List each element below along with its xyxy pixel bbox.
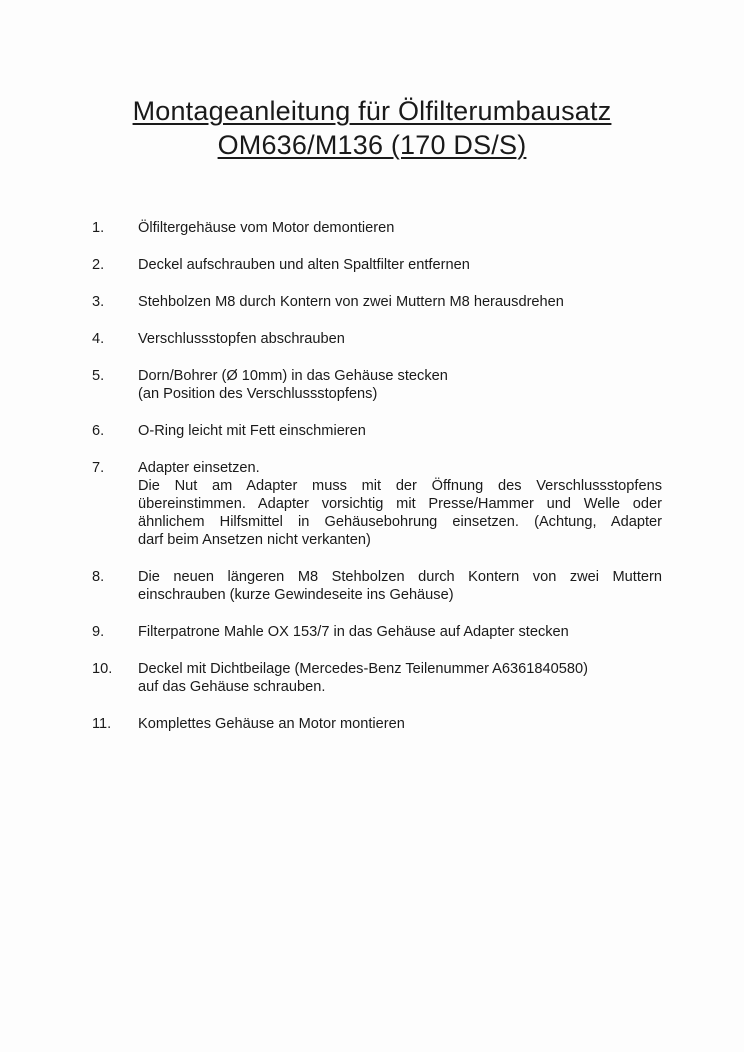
title-line-2: OM636/M136 (170 DS/S) bbox=[217, 130, 527, 160]
step-text bbox=[138, 715, 662, 733]
step-text-line: Die Nut am Adapter muss mit der Öffnung des Verschlussstopfens bbox=[138, 478, 662, 494]
step-text-line: Deckel aufschrauben und alten Spaltfilter entfernen bbox=[138, 257, 470, 273]
step-number: 7. bbox=[92, 460, 105, 476]
instruction-step-3 bbox=[92, 293, 662, 311]
step-text bbox=[138, 623, 662, 641]
step-text-line: einschrauben (kurze Gewindeseite ins Gehäuse) bbox=[138, 587, 454, 603]
step-number: 9. bbox=[92, 624, 105, 640]
instruction-step-4 bbox=[92, 330, 662, 348]
step-text-line: Verschlussstopfen abschrauben bbox=[138, 331, 345, 347]
step-number: 2. bbox=[92, 257, 105, 273]
step-number: 5. bbox=[92, 368, 105, 384]
instruction-step-5 bbox=[92, 367, 662, 403]
instruction-step-7 bbox=[92, 459, 662, 549]
step-text-line: Komplettes Gehäuse an Motor montieren bbox=[138, 716, 405, 732]
step-text bbox=[138, 256, 662, 274]
step-text-line: Die neuen längeren M8 Stehbolzen durch Kontern von zwei Muttern bbox=[138, 569, 662, 585]
step-text bbox=[138, 568, 662, 604]
step-text-line: Adapter einsetzen. bbox=[138, 460, 260, 476]
title-line-1: Montageanleitung für Ölfilterumbausatz bbox=[132, 96, 612, 126]
instruction-list bbox=[92, 219, 662, 752]
instruction-step-1 bbox=[92, 219, 662, 237]
step-number: 4. bbox=[92, 331, 105, 347]
step-text bbox=[138, 660, 662, 696]
step-text-line: Ölfiltergehäuse vom Motor demontieren bbox=[138, 220, 395, 236]
instruction-step-9 bbox=[92, 623, 662, 641]
step-text bbox=[138, 330, 662, 348]
instruction-step-8 bbox=[92, 568, 662, 604]
step-text-line: übereinstimmen. Adapter vorsichtig mit Presse/Hammer und Welle oder bbox=[138, 496, 662, 512]
step-number: 1. bbox=[92, 220, 105, 236]
document-title bbox=[0, 94, 744, 162]
step-text bbox=[138, 459, 662, 549]
step-text-line: (an Position des Verschlussstopfens) bbox=[138, 386, 378, 402]
instruction-step-2 bbox=[92, 256, 662, 274]
step-text-line: auf das Gehäuse schrauben. bbox=[138, 679, 326, 695]
step-number: 6. bbox=[92, 423, 105, 439]
step-text bbox=[138, 219, 662, 237]
instruction-step-11 bbox=[92, 715, 662, 733]
instruction-step-6 bbox=[92, 422, 662, 440]
step-text-line: Dorn/Bohrer (Ø 10mm) in das Gehäuse stecken bbox=[138, 368, 448, 384]
instruction-step-10 bbox=[92, 660, 662, 696]
step-text-line: Deckel mit Dichtbeilage (Mercedes-Benz Teilenummer A6361840580) bbox=[138, 661, 588, 677]
step-number: 10. bbox=[92, 661, 113, 677]
step-text-line: ähnlichem Hilfsmittel in Gehäusebohrung einsetzen. (Achtung, Adapter bbox=[138, 514, 662, 530]
step-text-line: O-Ring leicht mit Fett einschmieren bbox=[138, 423, 366, 439]
step-text-line: Stehbolzen M8 durch Kontern von zwei Muttern M8 herausdrehen bbox=[138, 294, 564, 310]
step-number: 3. bbox=[92, 294, 105, 310]
step-text-line: Filterpatrone Mahle OX 153/7 in das Gehäuse auf Adapter stecken bbox=[138, 624, 569, 640]
step-text bbox=[138, 422, 662, 440]
step-number: 11. bbox=[92, 716, 112, 732]
step-text bbox=[138, 293, 662, 311]
step-text bbox=[138, 367, 662, 403]
step-text-line: darf beim Ansetzen nicht verkanten) bbox=[138, 532, 371, 548]
step-number: 8. bbox=[92, 569, 105, 585]
